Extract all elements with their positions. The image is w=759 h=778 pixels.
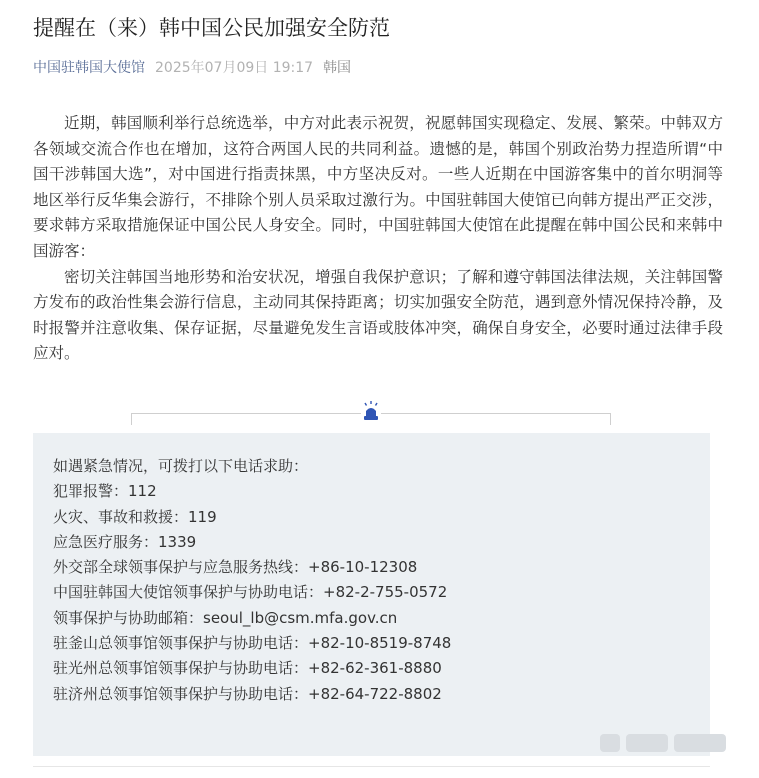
emergency-line-mfa-hotline: 外交部全球领事保护与应急服务热线：+86-10-12308 bbox=[53, 558, 418, 577]
section-divider bbox=[131, 413, 611, 425]
watermark-glyph bbox=[600, 734, 620, 752]
emergency-line-medical: 应急医疗服务：1339 bbox=[53, 532, 197, 551]
article-paragraph: 密切关注韩国当地形势和治安状况，增强自我保护意识；了解和遵守韩国法律法规，关注韩国警方发布的政治性集会游行信息，主动同其保持距离；切实加强安全防范，遇到意外情况保持冷静，及时报警并注意收集、保存证据，尽量避免发生言语或肢体冲突，确保自身安全，必要时通过法律手段应对。 bbox=[33, 267, 723, 363]
emergency-line-embassy: 中国驻韩国大使馆领事保护与协助电话：+82-2-755-0572 bbox=[53, 583, 448, 602]
article-title: 提醒在（来）韩中国公民加强安全防范 bbox=[33, 16, 390, 40]
emergency-line-police: 犯罪报警：112 bbox=[53, 482, 157, 501]
emergency-line-jeju: 驻济州总领事馆领事保护与协助电话：+82-64-722-8802 bbox=[53, 684, 442, 703]
emergency-line-email: 领事保护与协助邮箱：seoul_lb@csm.mfa.gov.cn bbox=[53, 608, 398, 627]
publish-region: 韩国 bbox=[323, 60, 352, 76]
emergency-line-busan: 驻釜山总领事馆领事保护与协助电话：+82-10-8519-8748 bbox=[53, 634, 452, 653]
source-account-link[interactable]: 中国驻韩国大使馆 bbox=[33, 60, 145, 76]
bottom-divider bbox=[33, 766, 710, 767]
publish-datetime: 2025年07月09日 19:17 bbox=[155, 60, 314, 76]
article-paragraph: 近期，韩国顺利举行总统选举，中方对此表示祝贺，祝愿韩国实现稳定、发展、繁荣。中韩双方各领域交流合作也在增加，这符合两国人民的共同利益。遗憾的是，韩国个别政治势力捏造所谓“中国干涉韩国大选”，对中国进行指责抹黑，中方坚决反对。一些人近期在中国游客集中的首尔明洞等地区举行反华集会游行，不排除个别人员采取过激行为。中国驻韩国大使馆已向韩方提出严正交涉，要求韩方采取措施保证中国公民人身安全。同时，中国驻韩国大使馆在此提醒在韩中国公民和来韩中国游客： bbox=[33, 114, 723, 260]
emergency-contact-list bbox=[53, 454, 451, 707]
emergency-contacts-box bbox=[33, 433, 710, 756]
watermark-glyph bbox=[674, 734, 726, 752]
emergency-intro: 如遇紧急情况，可拨打以下电话求助： bbox=[53, 457, 309, 475]
police-beacon-icon bbox=[361, 400, 381, 422]
emergency-line-gwangju: 驻光州总领事馆领事保护与协助电话：+82-62-361-8880 bbox=[53, 659, 442, 678]
watermark bbox=[600, 726, 732, 760]
article-body bbox=[33, 111, 723, 367]
emergency-line-fire: 火灾、事故和救援：119 bbox=[53, 507, 217, 526]
watermark-glyph bbox=[626, 734, 668, 752]
article-meta bbox=[33, 58, 351, 78]
